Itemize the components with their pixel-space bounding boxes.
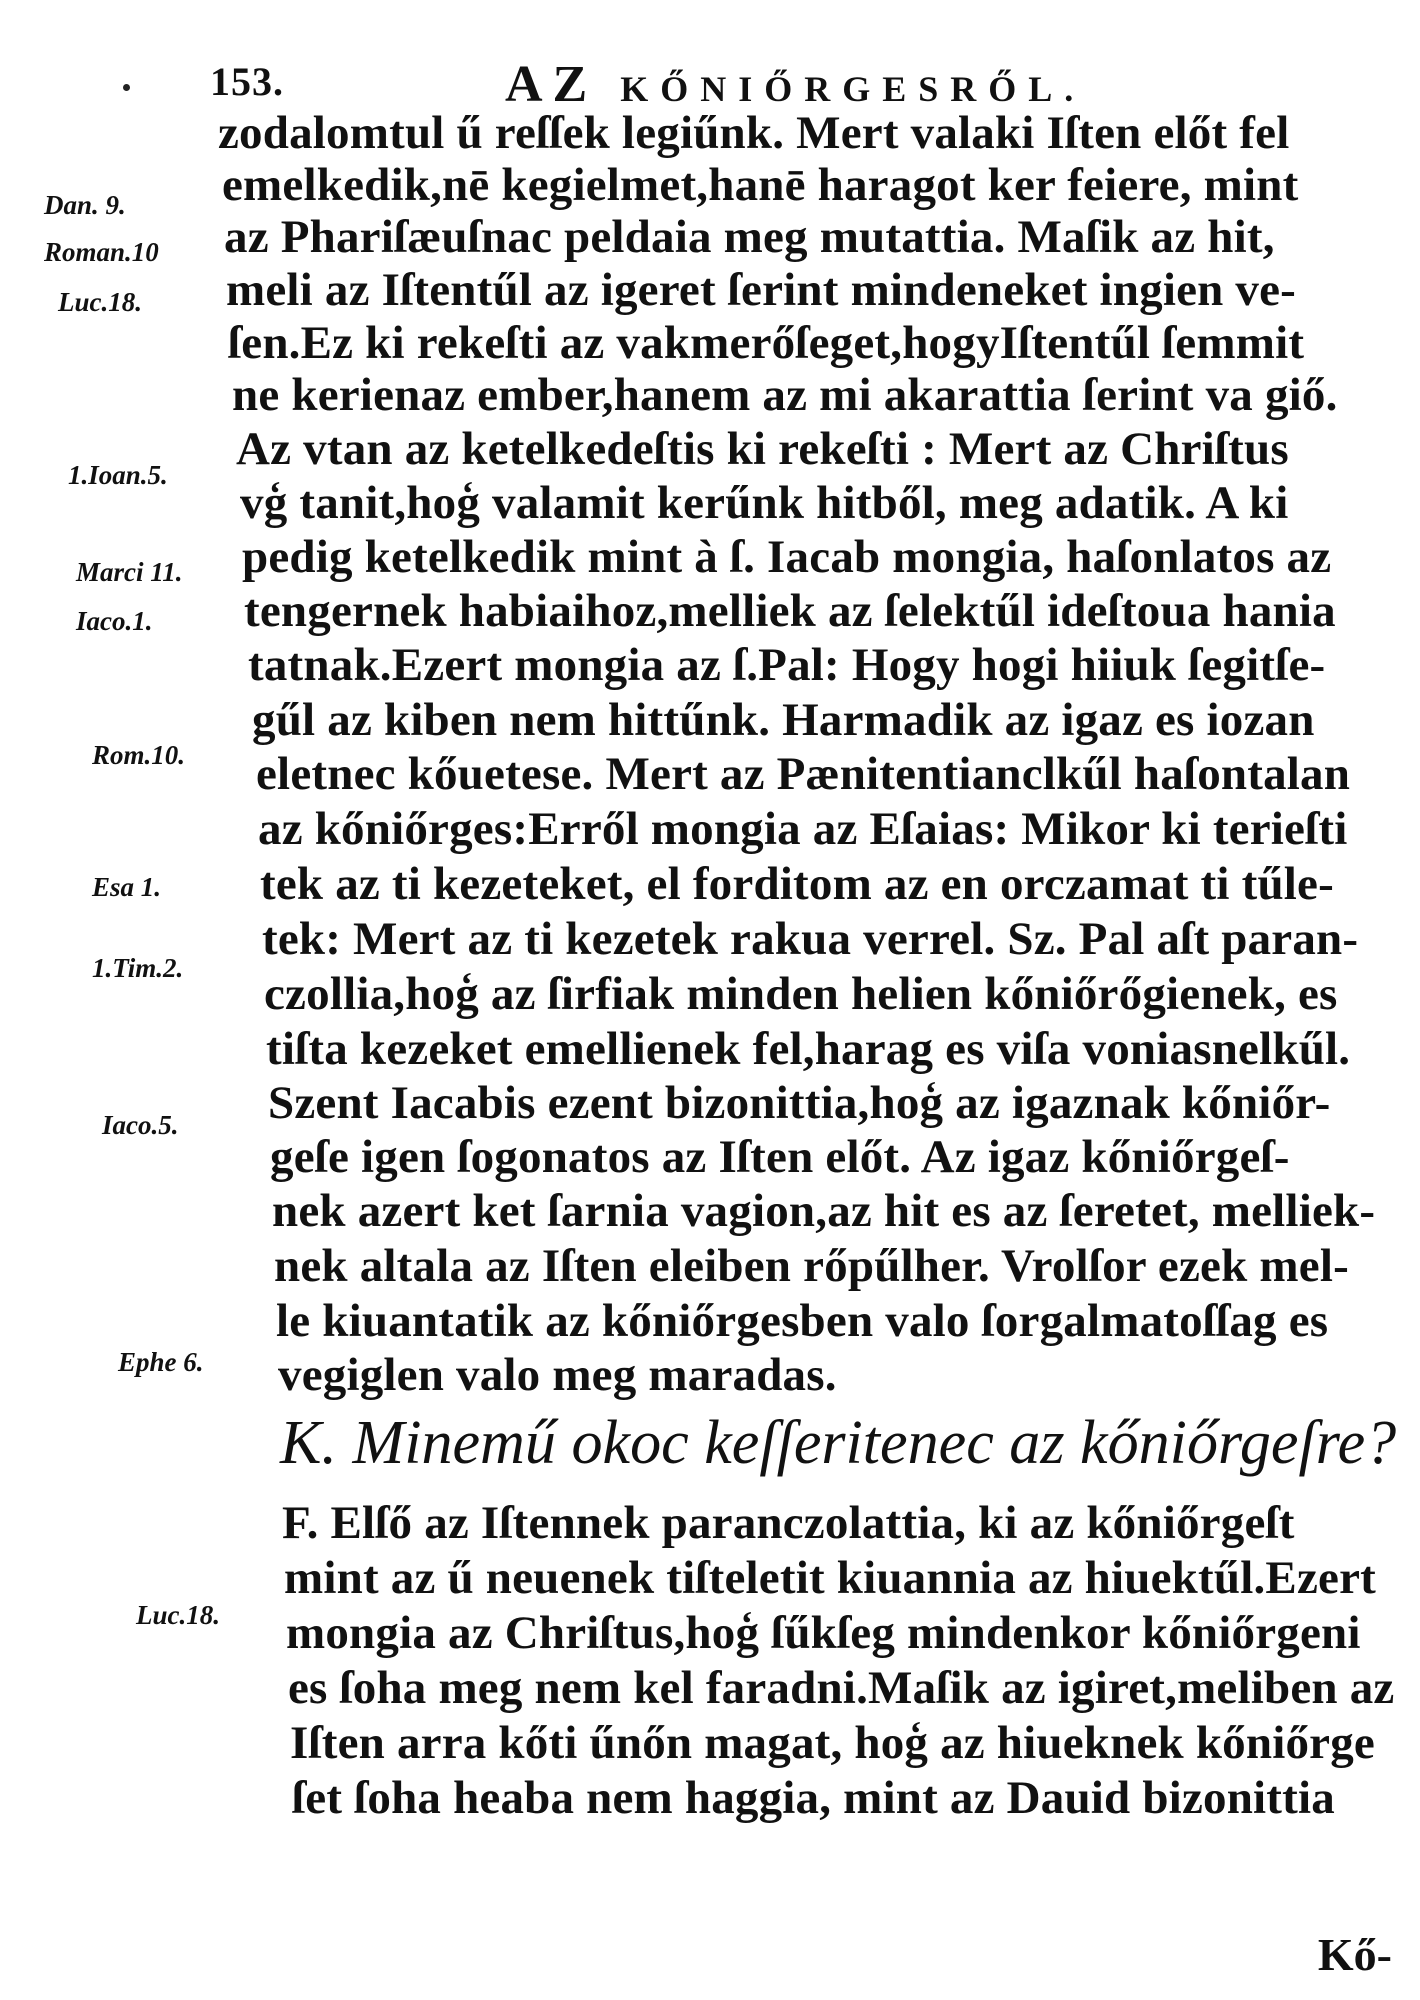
text-line: mongia az Chriſtus,hoģ ſűkſeg mindenkor kőniőrgeni: [286, 1607, 1361, 1659]
text-line: geſe igen ſogonatos az Iſten előt. Az igaz kőniőrgeſ-: [270, 1131, 1290, 1183]
margin-note: 1.Ioan.5.: [68, 460, 168, 490]
margin-note: Iaco.1.: [76, 606, 153, 636]
running-head-initial: AZ: [505, 56, 598, 113]
margin-note: Ephe 6.: [118, 1347, 204, 1377]
text-line: az kőniőrges:Erről mongia az Eſaias: Mikor ki terieſti: [258, 803, 1348, 855]
margin-note: 1.Tim.2.: [92, 953, 184, 983]
text-line: ſet ſoha heaba nem haggia, mint az Dauid bizonittia: [292, 1772, 1335, 1824]
margin-note: Iaco.5.: [102, 1110, 179, 1140]
running-head: [505, 55, 1085, 114]
text-line: es ſoha meg nem kel faradni.Maſik az igiret,meliben az: [288, 1662, 1395, 1714]
text-line: az Phariſæuſnac peldaia meg mutattia. Maſik az hit,: [224, 211, 1275, 263]
text-line: Szent Iacabis ezent bizonittia,hoģ az igaznak kőniőr-: [268, 1077, 1331, 1129]
text-line: emelkedik,nē kegielmet,hanē haragot ker feiere, mint: [222, 159, 1299, 211]
text-line: tiſta kezeket emellienek fel,harag es viſa voniasnelkűl.: [266, 1023, 1351, 1075]
margin-note: Luc.18.: [136, 1600, 220, 1630]
text-line: tek az ti kezeteket, el forditom az en orczamat ti tűle-: [260, 858, 1334, 910]
text-line: meli az Iſtentűl az igeret ſerint mindeneket ingien ve-: [226, 264, 1297, 316]
text-line: nek altala az Iſten eleiben rőpűlher. Vrolſor ezek mel-: [274, 1240, 1349, 1292]
text-line: tek: Mert az ti kezetek rakua verrel. Sz. Pal aſt paran-: [262, 913, 1359, 965]
text-line: Az vtan az ketelkedeſtis ki rekeſti : Mert az Chriſtus: [236, 423, 1289, 475]
text-line: vģ tanit,hoģ valamit kerűnk hitből, meg adatik. A ki: [240, 477, 1289, 529]
margin-note: Dan. 9.: [44, 190, 126, 220]
margin-note: Roman.10: [44, 237, 159, 267]
text-line: F. Elſő az Iſtennek paranczolattia, ki az kőniőrgeſt: [282, 1497, 1295, 1549]
catchword: Kő-: [1317, 1929, 1392, 1980]
text-line: eletnec kőuetese. Mert az Pænitentianclkűl haſontalan: [256, 748, 1351, 800]
text-line: ſen.Ez ki rekeſti az vakmerőſeget,hogyIſtentűl ſemmit: [228, 317, 1305, 369]
margin-note: Esa 1.: [92, 872, 162, 902]
question-heading: K. Minemű okoc keſſeritenec az kőniőrgeſre?: [280, 1409, 1397, 1477]
margin-note: Rom.10.: [92, 740, 186, 770]
ink-speck: [123, 84, 130, 91]
text-line: ne kerienaz ember,hanem az mi akarattia ſerint va giő.: [232, 369, 1338, 421]
margin-note: Marci 11.: [76, 557, 183, 587]
text-line: tatnak.Ezert mongia az ſ.Pal: Hogy hogi hiiuk ſegitſe-: [248, 639, 1326, 691]
text-line: czollia,hoģ az ſirfiak minden helien kőniőrőgienek, es: [264, 968, 1338, 1020]
text-line: vegiglen valo meg maradas.: [278, 1349, 837, 1401]
text-line: tengernek habiaihoz,melliek az ſelektűl ideſtoua hania: [244, 585, 1336, 637]
text-line: le kiuantatik az kőniőrgesben valo ſorgalmatoſſag es: [276, 1295, 1329, 1347]
text-line: pedig ketelkedik mint à ſ. Iacab mongia, haſonlatos az: [242, 531, 1332, 583]
text-line: Iſten arra kőti űnőn magat, hoģ az hiueknek kőniőrge: [290, 1717, 1375, 1769]
text-line: gűl az kiben nem hittűnk. Harmadik az igaz es iozan: [252, 694, 1315, 746]
page-number: 153.: [210, 59, 284, 104]
text-line: mint az ű neuenek tiſteletit kiuannia az hiuektűl.Ezert: [284, 1552, 1376, 1604]
margin-note: Luc.18.: [58, 287, 142, 317]
text-line: zodalomtul ű reſſek legiűnk. Mert valaki Iſten előt fel: [218, 107, 1290, 159]
text-line: nek azert ket ſarnia vagion,az hit es az ſeretet, melliek-: [272, 1185, 1376, 1237]
running-head-rest: KŐNIŐRGESRŐL.: [620, 69, 1086, 109]
